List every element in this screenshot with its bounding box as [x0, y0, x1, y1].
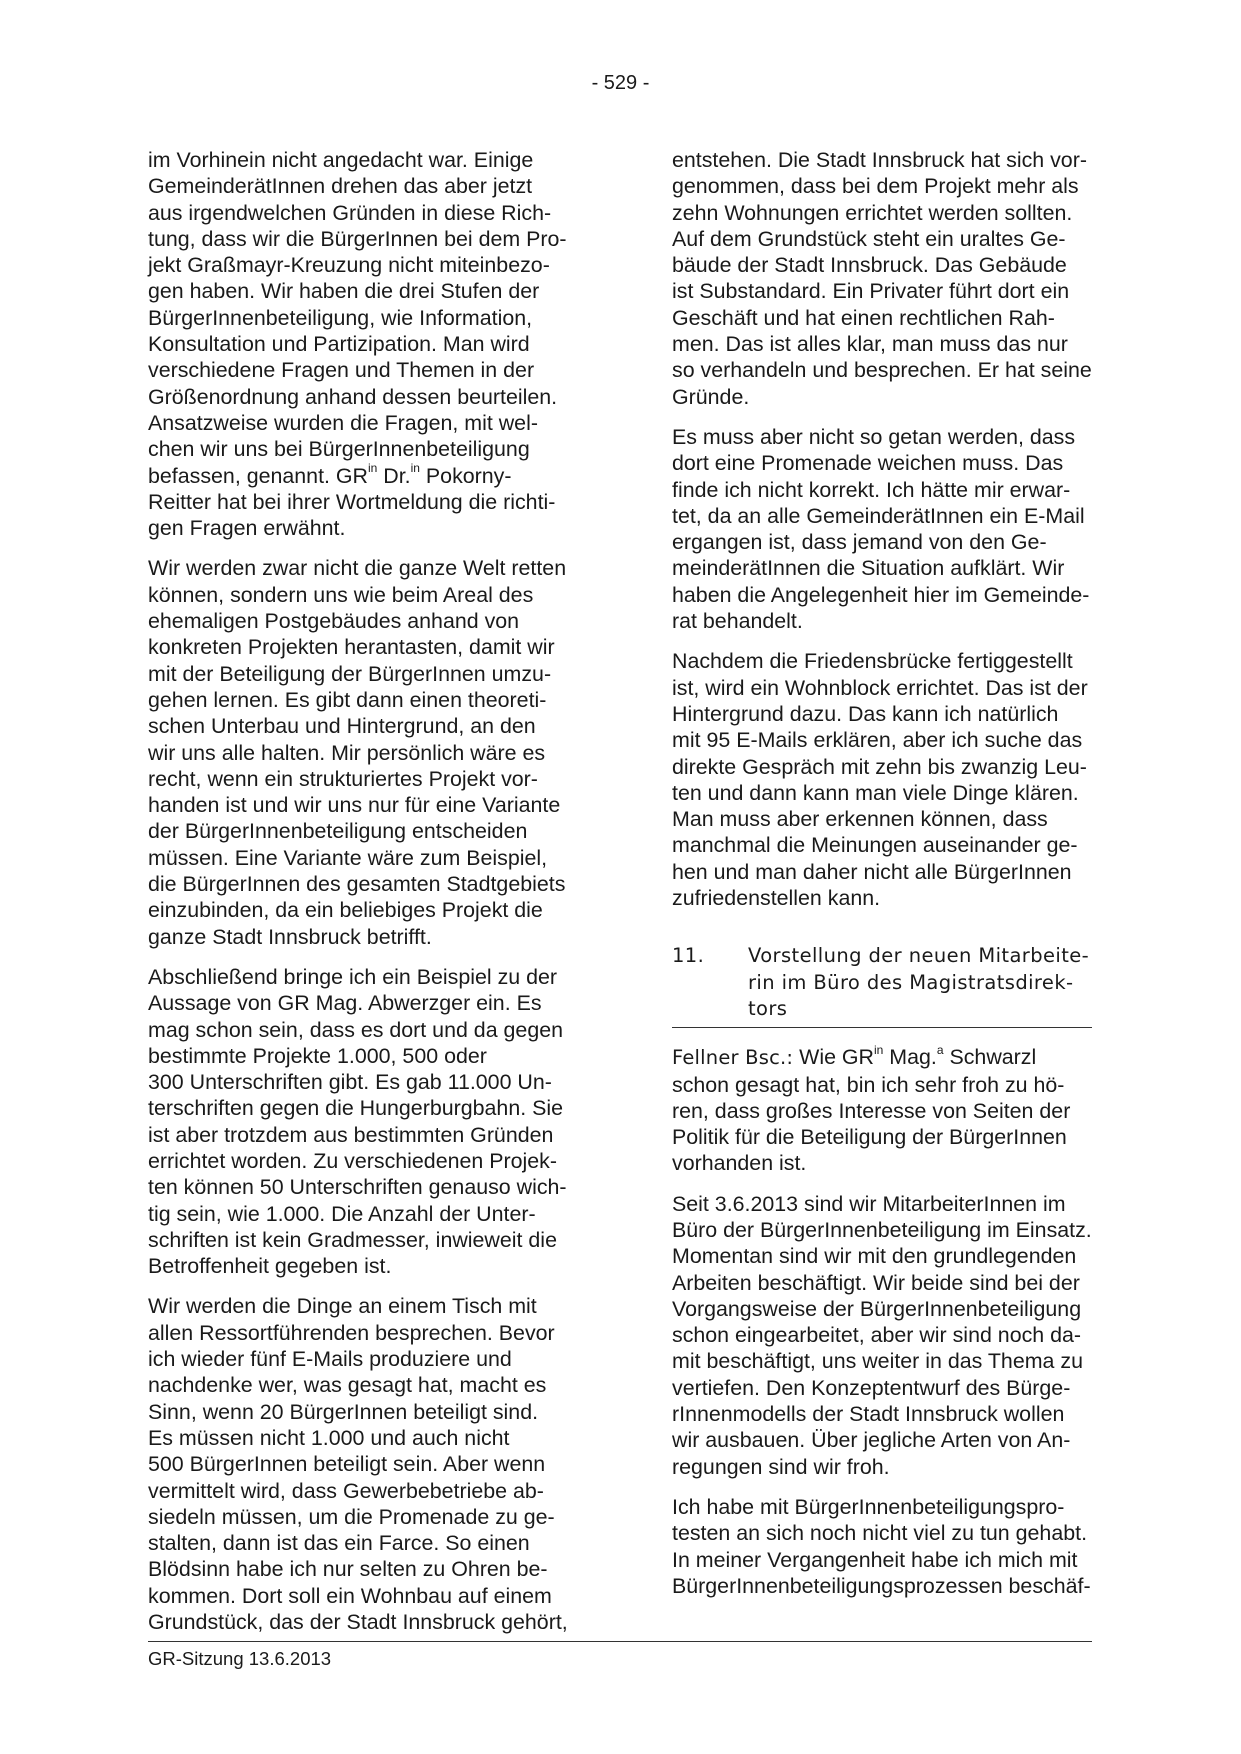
text-line: Auf dem Grundstück steht ein uraltes Ge- [672, 226, 1066, 251]
text-line: siedeln müssen, um die Promenade zu ge- [148, 1504, 555, 1529]
text-line: konkreten Projekten herantasten, damit wir [148, 635, 555, 660]
paragraph [672, 424, 1092, 634]
text-line: schriften ist kein Gradmesser, inwieweit die [148, 1227, 557, 1252]
text-line: BürgerInnenbeteiligungsprozessen beschäf- [672, 1573, 1091, 1598]
text-line: stalten, dann ist das ein Farce. So einen [148, 1531, 530, 1556]
text-line: handen ist und wir uns nur für eine Variante [148, 793, 561, 818]
text-line: wir uns alle halten. Mir persönlich wäre es [148, 740, 546, 765]
text-line: tig sein, wie 1.000. Die Anzahl der Unter- [148, 1201, 536, 1226]
agenda-item-number: 11. [672, 944, 705, 968]
text-line: vorhanden ist. [672, 1151, 807, 1176]
text-line: gen haben. Wir haben die drei Stufen der [148, 279, 540, 304]
text-line: terschriften gegen die Hungerburgbahn. Sie [148, 1096, 564, 1121]
text-line: ist, wird ein Wohnblock errichtet. Das ist der [672, 675, 1088, 700]
text-line: hen und man daher nicht alle BürgerInnen [672, 859, 1072, 884]
text-line: schen Unterbau und Hintergrund, an den [148, 714, 536, 739]
text-line: haben die Angelegenheit hier im Gemeinde- [672, 582, 1090, 607]
text-line: schon eingearbeitet, aber wir sind noch da- [672, 1323, 1082, 1348]
text-line: Vorgangsweise der BürgerInnenbeteiligung [672, 1296, 1082, 1321]
page-number: - 529 - [591, 72, 650, 94]
text-line: Hintergrund dazu. Das kann ich natürlich [672, 701, 1059, 726]
text-line: regungen sind wir froh. [672, 1454, 890, 1479]
text-line: vertiefen. Den Konzeptentwurf des Bürge- [672, 1375, 1071, 1400]
text-line: tors [748, 996, 788, 1020]
text-line: bestimmte Projekte 1.000, 500 oder [148, 1043, 487, 1068]
text-line: ehemaligen Postgebäudes anhand von [148, 609, 520, 634]
text-line: ergangen ist, dass jemand von den Ge- [672, 530, 1047, 555]
text-line: dort eine Promenade weichen muss. Das [672, 451, 1064, 476]
text-line: ganze Stadt Innsbruck betrifft. [148, 924, 432, 949]
text-line: meinderätInnen die Situation aufklärt. Wir [672, 556, 1065, 581]
text-line: chen wir uns bei BürgerInnenbeteiligung [148, 437, 530, 462]
text-line: entstehen. Die Stadt Innsbruck hat sich vor- [672, 148, 1087, 172]
text-line [672, 1044, 1092, 1071]
paragraph [672, 1494, 1092, 1599]
text-line: Es muss aber nicht so getan werden, dass [672, 424, 1076, 449]
speaker-name: Fellner Bsc.: [672, 1046, 794, 1070]
agenda-item-heading [672, 943, 1092, 1028]
text-line: Momentan sind wir mit den grundlegenden [672, 1244, 1077, 1269]
text-line: manchmal die Meinungen auseinander ge- [672, 833, 1078, 858]
text-line: aus irgendwelchen Gründen in diese Rich- [148, 200, 552, 225]
text-line: gen Fragen erwähnt. [148, 516, 346, 541]
text-line: mit der Beteiligung der BürgerInnen umzu- [148, 661, 552, 686]
text-line: GemeinderätInnen drehen das aber jetzt [148, 174, 533, 199]
text-line: bäude der Stadt Innsbruck. Das Gebäude [672, 253, 1067, 278]
text-line: gehen lernen. Es gibt dann einen theoreti- [148, 687, 547, 712]
superscript: in [410, 461, 420, 476]
footer-session-date: GR-Sitzung 13.6.2013 [148, 1648, 332, 1669]
text-line: Reitter hat bei ihrer Wortmeldung die richti- [148, 489, 556, 514]
text-line: Vorstellung der neuen Mitarbeite- [748, 944, 1090, 968]
text-line: so verhandeln und besprechen. Er hat seine [672, 358, 1092, 383]
text-line: jekt Graßmayr-Kreuzung nicht miteinbezo- [148, 253, 550, 278]
text-line: tung, dass wir die BürgerInnen bei dem Pro- [148, 226, 567, 251]
paragraph [148, 555, 600, 949]
footer-divider [148, 1641, 1092, 1642]
text-line: Sinn, wenn 20 BürgerInnen beteiligt sind. [148, 1399, 539, 1424]
text-line: kommen. Dort soll ein Wohnbau auf einem [148, 1583, 552, 1608]
paragraph [148, 964, 600, 1280]
text-line: mit 95 E-Mails erklären, aber ich suche das [672, 728, 1083, 753]
text-line: rat behandelt. [672, 609, 803, 634]
text-line: ich wieder fünf E-Mails produziere und [148, 1347, 512, 1372]
superscript: in [368, 461, 378, 476]
text-line: allen Ressortführenden besprechen. Bevor [148, 1320, 555, 1345]
text-line: errichtet worden. Zu verschiedenen Projek- [148, 1148, 557, 1173]
text-line: wir ausbauen. Über jegliche Arten von An- [672, 1428, 1071, 1453]
text-fragment: Mag. [883, 1045, 937, 1070]
text-line: testen an sich noch nicht viel zu tun gehabt. [672, 1521, 1088, 1546]
text-line: können, sondern uns wie beim Areal des [148, 582, 534, 607]
text-line: zufriedenstellen kann. [672, 886, 881, 911]
text-line: die BürgerInnen des gesamten Stadtgebiets [148, 872, 566, 897]
text-line: Betroffenheit gegeben ist. [148, 1254, 392, 1279]
text-line: Politik für die Beteiligung der BürgerInnen [672, 1125, 1067, 1150]
text-fragment: Pokorny- [419, 463, 512, 488]
text-line: 500 BürgerInnen beteiligt sein. Aber wenn [148, 1452, 546, 1477]
text-fragment: befassen, genannt. GR [148, 463, 368, 488]
text-line: Abschließend bringe ich ein Beispiel zu der [148, 964, 558, 989]
text-line: nachdenke wer, was gesagt hat, macht es [148, 1373, 547, 1398]
text-line: mit beschäftigt, uns weiter in das Thema zu [672, 1349, 1083, 1374]
text-line: Aussage von GR Mag. Abwerzger ein. Es [148, 991, 542, 1016]
text-line: Geschäft und hat einen rechtlichen Rah- [672, 305, 1055, 330]
text-line: rin im Büro des Magistratsdirek- [748, 970, 1074, 994]
paragraph [672, 1044, 1092, 1176]
text-line: finde ich nicht korrekt. Ich hätte mir erwar- [672, 477, 1071, 502]
text-line: ten können 50 Unterschriften genauso wich- [148, 1175, 567, 1200]
text-line: Ich habe mit BürgerInnenbeteiligungspro- [672, 1494, 1065, 1519]
text-line: schon gesagt hat, bin ich sehr froh zu hö- [672, 1072, 1065, 1097]
text-line: der BürgerInnenbeteiligung entscheiden [148, 819, 528, 844]
text-line: Wir werden die Dinge an einem Tisch mit [148, 1294, 537, 1319]
text-line: Gründe. [672, 384, 750, 409]
text-line: Konsultation und Partizipation. Man wird [148, 332, 530, 357]
text-line: Es müssen nicht 1.000 und auch nicht [148, 1425, 510, 1450]
right-column [672, 147, 1092, 1613]
text-line: ren, dass großes Interesse von Seiten der [672, 1098, 1071, 1123]
text-line: ten und dann kann man viele Dinge klären. [672, 780, 1079, 805]
text-line: mag schon sein, dass es dort und da gegen [148, 1017, 564, 1042]
paragraph [148, 1293, 600, 1635]
text-line: direkte Gespräch mit zehn bis zwanzig Leu- [672, 754, 1087, 779]
text-line: müssen. Eine Variante wäre zum Beispiel, [148, 845, 548, 870]
left-column [148, 147, 600, 1649]
text-line: Büro der BürgerInnenbeteiligung im Einsatz. [672, 1217, 1092, 1242]
text-line: vermittelt wird, dass Gewerbebetriebe ab- [148, 1478, 544, 1503]
agenda-item-title [748, 943, 1092, 1022]
text-line: Wir werden zwar nicht die ganze Welt retten [148, 556, 567, 581]
text-line: Grundstück, das der Stadt Innsbruck gehört, [148, 1610, 568, 1635]
paragraph [672, 1191, 1092, 1480]
superscript: a [936, 1043, 944, 1058]
text-line: genommen, dass bei dem Projekt mehr als [672, 174, 1079, 199]
text-line: Seit 3.6.2013 sind wir MitarbeiterInnen im [672, 1191, 1066, 1216]
text-line: zehn Wohnungen errichtet werden sollten. [672, 200, 1073, 225]
paragraph [672, 147, 1092, 410]
text-fragment: Schwarzl [943, 1045, 1037, 1070]
text-line: BürgerInnenbeteiligung, wie Information, [148, 305, 533, 330]
text-line: Blödsinn habe ich nur selten zu Ohren be- [148, 1557, 548, 1582]
paragraph [148, 147, 600, 541]
text-line: Nachdem die Friedensbrücke fertiggestellt [672, 649, 1073, 674]
text-line: Ansatzweise wurden die Fragen, mit wel- [148, 410, 538, 435]
text-fragment: Dr. [377, 463, 411, 488]
text-line: ist aber trotzdem aus bestimmten Gründen [148, 1122, 554, 1147]
text-line: men. Das ist alles klar, man muss das nur [672, 332, 1068, 357]
text-fragment: Wie GR [793, 1045, 874, 1070]
text-line: im Vorhinein nicht angedacht war. Einige [148, 148, 534, 172]
text-line [148, 463, 600, 489]
text-line: einzubinden, da ein beliebiges Projekt die [148, 898, 543, 923]
text-line: rInnenmodells der Stadt Innsbruck wollen [672, 1402, 1065, 1427]
superscript: in [874, 1043, 884, 1058]
text-line: In meiner Vergangenheit habe ich mich mit [672, 1547, 1078, 1572]
text-line: verschiedene Fragen und Themen in der [148, 358, 535, 383]
paragraph [672, 648, 1092, 911]
text-line: 300 Unterschriften gibt. Es gab 11.000 Un- [148, 1070, 552, 1095]
text-line: recht, wenn ein strukturiertes Projekt vor- [148, 766, 538, 791]
text-line: Arbeiten beschäftigt. Wir beide sind bei der [672, 1270, 1080, 1295]
text-line: tet, da an alle GemeinderätInnen ein E-Mail [672, 503, 1085, 528]
text-line: Größenordnung anhand dessen beurteilen. [148, 384, 558, 409]
text-line: Man muss aber erkennen können, dass [672, 807, 1048, 832]
text-line: ist Substandard. Ein Privater führt dort ein [672, 279, 1070, 304]
